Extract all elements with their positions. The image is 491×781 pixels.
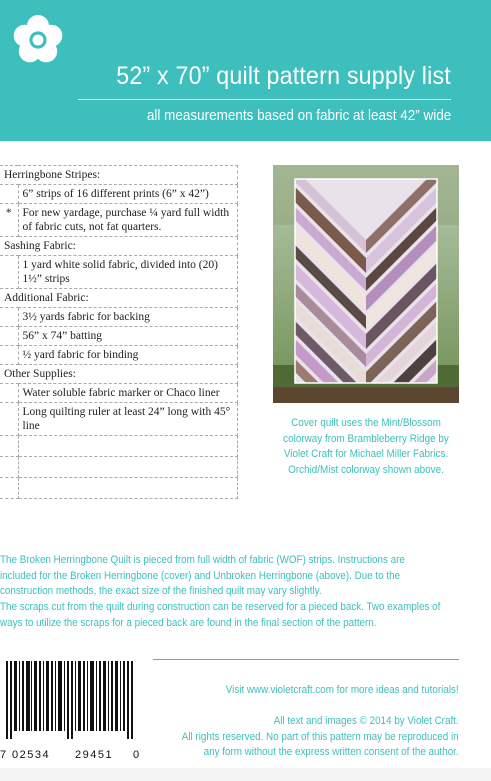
table-row [0, 436, 238, 457]
section-title-herringbone: Herringbone Stripes: [0, 166, 238, 185]
table-row [0, 457, 238, 478]
supply-item [18, 436, 238, 457]
copyright-line: any form without the express written consent of the author. [203, 746, 459, 758]
section-row [0, 166, 238, 185]
paragraph-line: construction methods, the exact size of the finished quilt may vary slightly. [0, 585, 322, 597]
table-row [0, 256, 238, 289]
copyright-line: All text and images © 2014 by Violet Craft. [274, 715, 459, 727]
supply-item: 56” x 74” batting [18, 327, 238, 346]
paragraph-line: ways to utilize the scraps for a pieced back are found in the final section of the pattern. [0, 616, 377, 629]
table-row [0, 204, 238, 237]
supply-item [18, 478, 238, 499]
item-marker: * [0, 204, 18, 237]
item-marker [0, 185, 18, 204]
section-row [0, 289, 238, 308]
supply-item: Water soluble fabric marker or Chaco liner [18, 384, 238, 403]
page-title: 52” x 70” quilt pattern supply list [116, 62, 451, 90]
barcode-left-group: 02534 [12, 749, 51, 761]
item-marker [0, 403, 18, 436]
section-row [0, 365, 238, 384]
table-row [0, 327, 238, 346]
supply-item: 3½ yards fabric for backing [18, 308, 238, 327]
website-link-text: Visit www.violetcraft.com for more ideas and tutorials! [226, 684, 459, 696]
table-row [0, 478, 238, 499]
barcode-first-digit: 7 [0, 749, 7, 761]
bottom-band [0, 768, 491, 781]
quilt-photo [273, 165, 459, 403]
scraps-paragraph [0, 600, 491, 631]
item-marker [0, 436, 18, 457]
table-row [0, 403, 238, 436]
header-divider [78, 99, 451, 100]
barcode-last-digit: 0 [133, 749, 140, 761]
supply-item: 1 yard white solid fabric, divided into (20) 1½” strips [18, 256, 238, 289]
table-row [0, 346, 238, 365]
barcode-graphic [0, 661, 150, 739]
paragraph-line: The Broken Herringbone Quilt is pieced from full width of fabric (WOF) strips. Instructions are [0, 554, 405, 566]
item-marker [0, 384, 18, 403]
item-marker [0, 308, 18, 327]
intro-paragraph [0, 553, 491, 600]
table-row [0, 308, 238, 327]
barcode-right-group: 29451 [75, 749, 114, 761]
supply-item: Long quilting ruler at least 24” long with 45° line [18, 403, 238, 436]
header-banner [0, 0, 491, 141]
item-marker [0, 478, 18, 499]
flower-logo-icon [12, 14, 64, 66]
item-marker [0, 327, 18, 346]
table-row [0, 185, 238, 204]
section-title-other: Other Supplies: [0, 365, 238, 384]
item-marker [0, 256, 18, 289]
footer-divider [153, 659, 459, 660]
copyright-notice [182, 714, 459, 761]
supply-table [0, 165, 238, 499]
supply-item: ½ yard fabric for binding [18, 346, 238, 365]
section-title-additional: Additional Fabric: [0, 289, 238, 308]
page-subtitle: all measurements based on fabric at least 42” wide [146, 108, 451, 124]
item-marker [0, 457, 18, 478]
supply-item: 6” strips of 16 different prints (6” x 42”) [18, 185, 238, 204]
section-row [0, 237, 238, 256]
paragraph-line: The scraps cut from the quilt during construction can be reserved for a pieced back. Two examples of [0, 601, 441, 613]
supply-item [18, 457, 238, 478]
copyright-line: All rights reserved. No part of this pattern may be reproduced in [182, 730, 459, 743]
item-marker [0, 346, 18, 365]
paragraph-line: included for the Broken Herringbone (cover) and Unbroken Herringbone (above). Due to the [0, 569, 401, 582]
table-row [0, 384, 238, 403]
supply-item: For new yardage, purchase ¼ yard full width of fabric cuts, not fat quarters. [18, 204, 238, 237]
barcode-number [0, 749, 150, 761]
photo-caption: Cover quilt uses the Mint/Blossom colorway from Brambleberry Ridge by Violet Craft for Michael Miller Fabrics. Orchid/Mist colorway shown above. [283, 417, 449, 476]
section-title-sashing: Sashing Fabric: [0, 237, 238, 256]
